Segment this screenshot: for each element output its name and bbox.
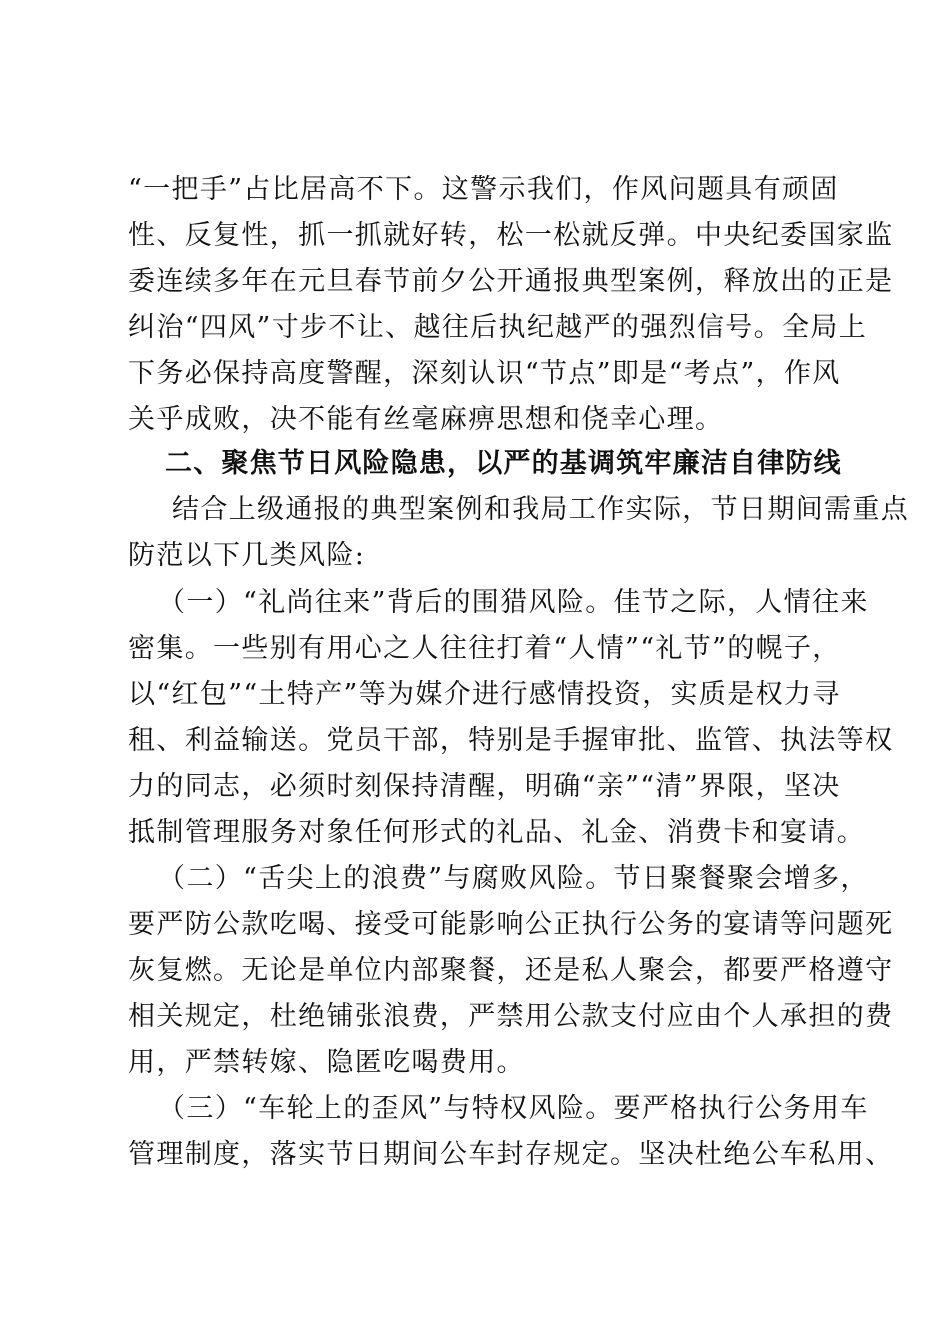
paragraph-line: 要严防公款吃喝、接受可能影响公正执行公务的宴请等问题死 [128,909,894,940]
paragraph-line: 抵制管理服务对象任何形式的礼品、礼金、消费卡和宴请。 [128,817,866,848]
paragraph-line: 下务必保持高度警醒，深刻认识“节点”即是“考点”，作风 [128,358,841,389]
paragraph-line: 密集。一些别有用心之人往往打着“人情”“礼节”的幌子， [128,633,841,664]
paragraph-line: 结合上级通报的典型案例和我局工作实际，节日期间需重点 [172,494,910,525]
paragraph-line: 性、反复性，抓一抓就好转，松一松就反弹。中央纪委国家监 [128,220,894,251]
paragraph-line: 防范以下几类风险: [128,540,366,571]
paragraph-line: 用，严禁转嫁、隐匿吃喝费用。 [128,1047,525,1078]
paragraph-line: 纠治“四风”寸步不让、越往后执纪越严的强烈信号。全局上 [128,312,868,343]
paragraph-line: 租、利益输送。党员干部，特别是手握审批、监管、执法等权 [128,725,894,756]
item-heading-line: （三）“车轮上的歪风”与特权风险。要严格执行公务用车 [158,1093,869,1124]
paragraph-line: 力的同志，必须时刻保持清醒，明确“亲”“清”界限，坚决 [128,771,841,802]
paragraph-line: 灰复燃。无论是单位内部聚餐，还是私人聚会，都要严格遵守 [128,955,894,986]
paragraph-line: 以“红包”“土特产”等为媒介进行感情投资，实质是权力寻 [128,679,841,710]
paragraph-line: 委连续多年在元旦春节前夕公开通报典型案例，释放出的正是 [128,266,894,297]
paragraph-line: 管理制度，落实节日期间公车封存规定。坚决杜绝公车私用、 [128,1139,894,1170]
section-heading: 二、聚焦节日风险隐患，以严的基调筑牢廉洁自律防线 [165,448,842,479]
item-heading-line: （一）“礼尚往来”背后的围猎风险。佳节之际，人情往来 [158,587,869,618]
paragraph-line: “一把手”占比居高不下。这警示我们，作风问题具有顽固 [128,174,839,205]
paragraph-line: 相关规定，杜绝铺张浪费，严禁用公款支付应由个人承担的费 [128,1001,894,1032]
item-heading-line: （二）“舌尖上的浪费”与腐败风险。节日聚餐聚会增多， [158,863,869,894]
paragraph-line: 关乎成败，决不能有丝毫麻痹思想和侥幸心理。 [128,404,724,435]
